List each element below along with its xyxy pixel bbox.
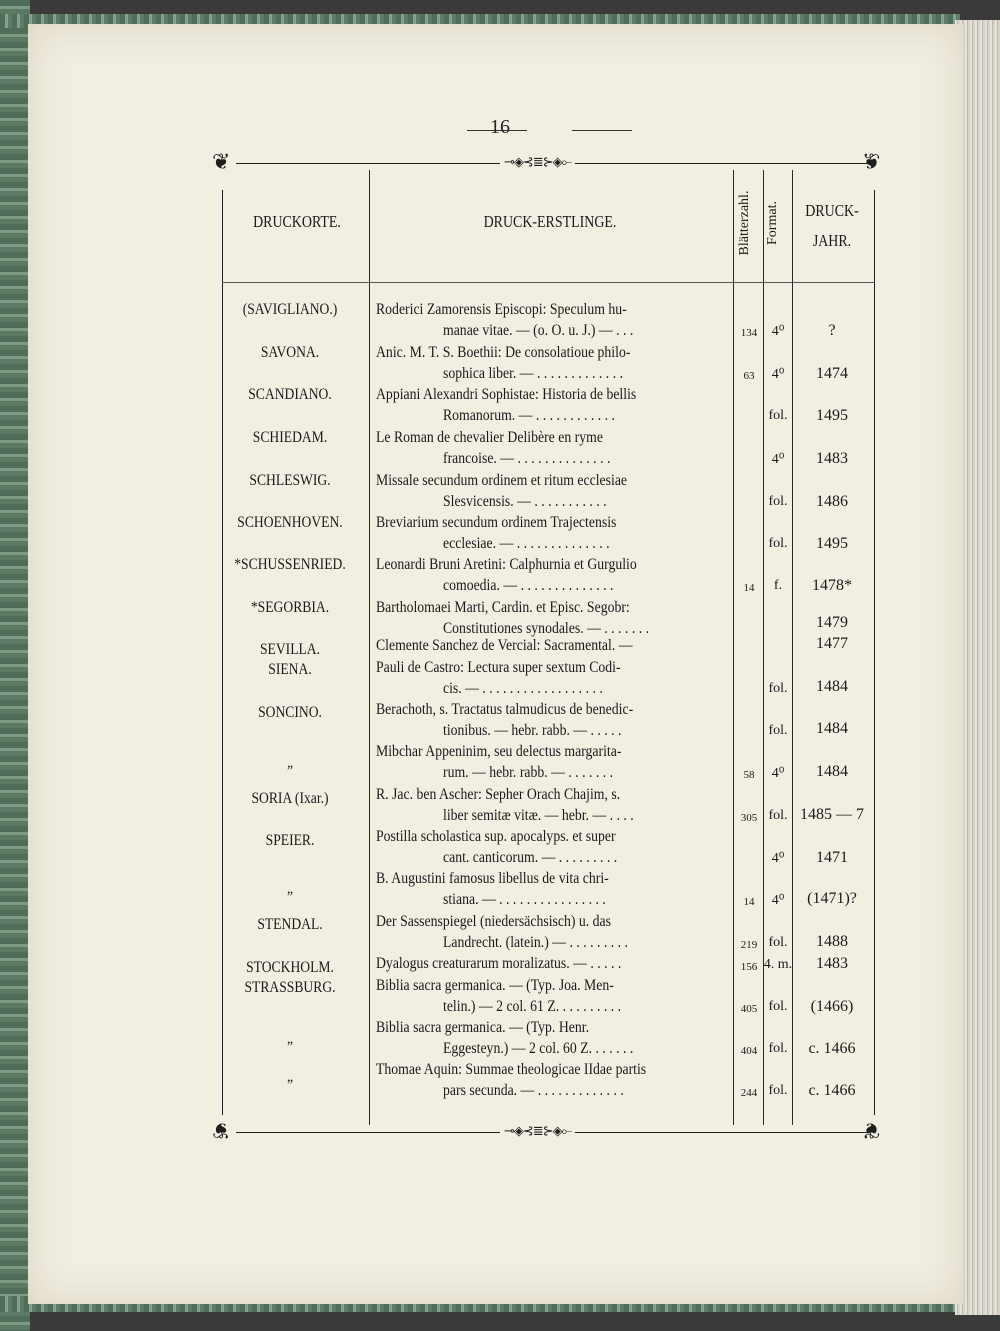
binding-cloth-left — [0, 0, 30, 1331]
table-row-leaves: 156 — [740, 961, 758, 973]
table-row-title: Pauli de Castro: Lectura super sextum Codi- — [376, 659, 621, 676]
table-row-year: (1466) — [810, 998, 854, 1015]
table-row-title-cont: stiana. — . . . . . . . . . . . . . . . . — [443, 891, 606, 908]
table-row-year: 1471 — [816, 849, 848, 866]
table-row-format: fol. — [768, 408, 788, 423]
table-row-title-cont: cis. — . . . . . . . . . . . . . . . . . . — [443, 680, 603, 697]
table-row-place: STOCKHOLM. — [246, 959, 334, 976]
table-row-year: 1495 — [816, 535, 848, 552]
table-row-year: (1471)? — [807, 890, 857, 907]
frame-right-line — [874, 190, 875, 1115]
table-row-leaves: 14 — [743, 896, 755, 908]
table-row-format: fol. — [768, 1083, 788, 1098]
table-row-format: 4⁰ — [771, 324, 785, 339]
table-row-place: STENDAL. — [257, 916, 323, 933]
table-row-title-cont: Constitutiones synodales. — . . . . . . . — [443, 620, 650, 637]
table-row-title-cont: rum. — hebr. rabb. — . . . . . . . — [443, 764, 614, 781]
table-row-place: SORIA (Ixar.) — [251, 790, 329, 807]
table-row-place: „ — [286, 1030, 294, 1047]
table-row-place: SCANDIANO. — [248, 386, 332, 403]
table-row-title: Der Sassenspiegel (niedersächsisch) u. das — [376, 913, 611, 930]
header-blaetterzahl: Blätterzahl. — [737, 190, 752, 256]
table-row-place: (SAVIGLIANO.) — [242, 301, 338, 318]
table-row-format: 4⁰ — [771, 452, 785, 467]
corner-ornament-icon: ❦ — [862, 150, 881, 175]
table-row-format: 4. m. — [763, 957, 793, 972]
table-row-format: fol. — [768, 681, 788, 696]
top-center-ornament-icon: ⊸◈⊰≣⊱◈⟜ — [500, 155, 575, 170]
header-format: Format. — [765, 201, 780, 245]
table-row-title-cont: cant. canticorum. — . . . . . . . . . — [443, 849, 618, 866]
table-row-title-cont: tionibus. — hebr. rabb. — . . . . . — [443, 722, 622, 739]
table-row-title-cont: Romanorum. — . . . . . . . . . . . . — [443, 407, 615, 424]
table-row-leaves: 244 — [740, 1087, 758, 1099]
table-row-title: Anic. M. T. S. Boethii: De consolatioue philo- — [376, 344, 631, 361]
table-row-year: 1484 — [816, 678, 848, 695]
table-row-format: f. — [773, 578, 783, 593]
table-row-title: Bartholomaei Marti, Cardin. et Episc. Segobr: — [376, 599, 630, 616]
table-row-format: fol. — [768, 1041, 788, 1056]
table-row-year: 1485 — 7 — [800, 806, 864, 823]
table-row-title: Breviarium secundum ordinem Trajectensis — [376, 514, 617, 531]
table-row-format: 4⁰ — [771, 893, 785, 908]
table-row-year: ? — [828, 322, 836, 339]
header-druckjahr: JAHR. — [812, 231, 852, 250]
bottom-center-ornament-icon: ⊸◈⊰≣⊱◈⟜ — [500, 1124, 575, 1139]
table-row-leaves: 219 — [740, 939, 758, 951]
table-row-title: Mibchar Appeninim, seu delectus margarita- — [376, 743, 622, 760]
table-row-place: „ — [286, 880, 294, 897]
table-row-title: Thomae Aquin: Summae theologicae IIdae partis — [376, 1061, 647, 1078]
table-row-format: fol. — [768, 723, 788, 738]
table-row-format: 4⁰ — [771, 851, 785, 866]
table-row-title: Roderici Zamorensis Episcopi: Speculum hu- — [376, 301, 627, 318]
table-row-leaves: 305 — [740, 812, 758, 824]
table-row-format: fol. — [768, 494, 788, 509]
table-row-place: *SCHUSSENRIED. — [234, 556, 346, 573]
table-row-leaves: 404 — [740, 1045, 758, 1057]
corner-ornament-icon: ❦ — [862, 1117, 881, 1142]
table-row-title: Postilla scholastica sup. apocalyps. et super — [376, 828, 616, 845]
table-row-title: Dyalogus creaturarum moralizatus. — . . . . . — [376, 955, 622, 972]
column-divider — [763, 170, 764, 1125]
table-row-year: 1486 — [816, 493, 848, 510]
table-row-year: 1478* — [812, 577, 852, 594]
table-row-title: Missale secundum ordinem et ritum ecclesiae — [376, 472, 628, 489]
table-row-year: 1479 — [816, 614, 848, 631]
table-row-title-cont: pars secunda. — . . . . . . . . . . . . . — [443, 1082, 624, 1099]
header-separator — [222, 282, 874, 283]
table-row-format: fol. — [768, 808, 788, 823]
page-number-rule-right — [572, 130, 632, 131]
table-row-format: fol. — [768, 935, 788, 950]
table-row-place: SAVONA. — [260, 344, 320, 361]
table-row-title: R. Jac. ben Ascher: Sepher Orach Chajim, s. — [376, 786, 621, 803]
table-row-year: c. 1466 — [808, 1040, 856, 1057]
table-row-title-cont: francoise. — . . . . . . . . . . . . . . — [443, 450, 611, 467]
corner-ornament-icon: ❦ — [212, 150, 231, 175]
table-row-title: Biblia sacra germanica. — (Typ. Henr. — [376, 1019, 590, 1036]
table-row-title-cont: liber semitæ vitæ. — hebr. — . . . . — [443, 807, 634, 824]
table-row-title: Leonardi Bruni Aretini: Calphurnia et Gurgulio — [376, 556, 637, 573]
table-row-place: SONCINO. — [258, 704, 322, 721]
table-row-title: B. Augustini famosus libellus de vita chri- — [376, 870, 609, 887]
table-row-title-cont: Slesvicensis. — . . . . . . . . . . . — [443, 493, 607, 510]
header-druckorte: DRUCKORTE. — [253, 212, 341, 231]
table-row-place: SPEIER. — [265, 832, 315, 849]
column-divider — [369, 170, 370, 1125]
table-row-format: fol. — [768, 999, 788, 1014]
table-row-year: 1483 — [816, 450, 848, 467]
header-druck-erstlinge: DRUCK-ERSTLINGE. — [483, 212, 617, 231]
table-row-title-cont: sophica liber. — . . . . . . . . . . . . . — [443, 365, 624, 382]
table-row-title-cont: Landrecht. (latein.) — . . . . . . . . . — [443, 934, 628, 951]
corner-ornament-icon: ❦ — [212, 1117, 231, 1142]
table-row-year: 1488 — [816, 933, 848, 950]
table-row-place: *SEGORBIA. — [250, 599, 330, 616]
table-row-title: Berachoth, s. Tractatus talmudicus de benedic- — [376, 701, 634, 718]
table-row-place: SEVILLA. — [259, 641, 321, 658]
table-row-format: fol. — [768, 536, 788, 551]
table-row-place: SIENA. — [268, 661, 312, 678]
table-row-title: Appiani Alexandri Sophistae: Historia de bellis — [376, 386, 637, 403]
table-row-year: 1495 — [816, 407, 848, 424]
table-row-leaves: 14 — [743, 582, 755, 594]
table-row-place: STRASSBURG. — [244, 979, 336, 996]
table-row-leaves: 58 — [743, 769, 755, 781]
table-row-place: SCHIEDAM. — [252, 429, 328, 446]
table-row-title-cont: manae vitae. — (o. O. u. J.) — . . . — [443, 322, 634, 339]
frame-left-line — [222, 190, 223, 1115]
table-row-year: 1483 — [816, 955, 848, 972]
column-divider — [733, 170, 734, 1125]
table-row-title-cont: telin.) — 2 col. 61 Z. . . . . . . . . . — [443, 998, 622, 1015]
table-row-title: Le Roman de chevalier Delibère en ryme — [376, 429, 603, 446]
table-row-title-cont: comoedia. — . . . . . . . . . . . . . . — [443, 577, 614, 594]
table-row-year: 1474 — [816, 365, 848, 382]
table-row-leaves: 405 — [740, 1003, 758, 1015]
table-row-year: c. 1466 — [808, 1082, 856, 1099]
table-row-leaves: 134 — [740, 327, 758, 339]
table-row-place: SCHOENHOVEN. — [237, 514, 343, 531]
table-row-title-cont: ecclesiae. — . . . . . . . . . . . . . . — [443, 535, 610, 552]
header-druckjahr: DRUCK- — [805, 201, 859, 220]
table-row-leaves: 63 — [743, 370, 755, 382]
table-row-place: „ — [286, 1068, 294, 1085]
table-row-title-cont: Eggesteyn.) — 2 col. 60 Z. . . . . . . — [443, 1040, 634, 1057]
table-row-format: 4⁰ — [771, 367, 785, 382]
table-row-place: „ — [286, 754, 294, 771]
table-row-place: SCHLESWIG. — [249, 472, 331, 489]
page-number: 16 — [490, 116, 510, 138]
table-row-year: 1477 — [816, 635, 848, 652]
table-row-year: 1484 — [816, 720, 848, 737]
table-row-year: 1484 — [816, 763, 848, 780]
table-row-format: 4⁰ — [771, 766, 785, 781]
table-row-title: Biblia sacra germanica. — (Typ. Joa. Men- — [376, 977, 614, 994]
table-row-title: Clemente Sanchez de Vercial: Sacramental. — — [376, 637, 633, 654]
